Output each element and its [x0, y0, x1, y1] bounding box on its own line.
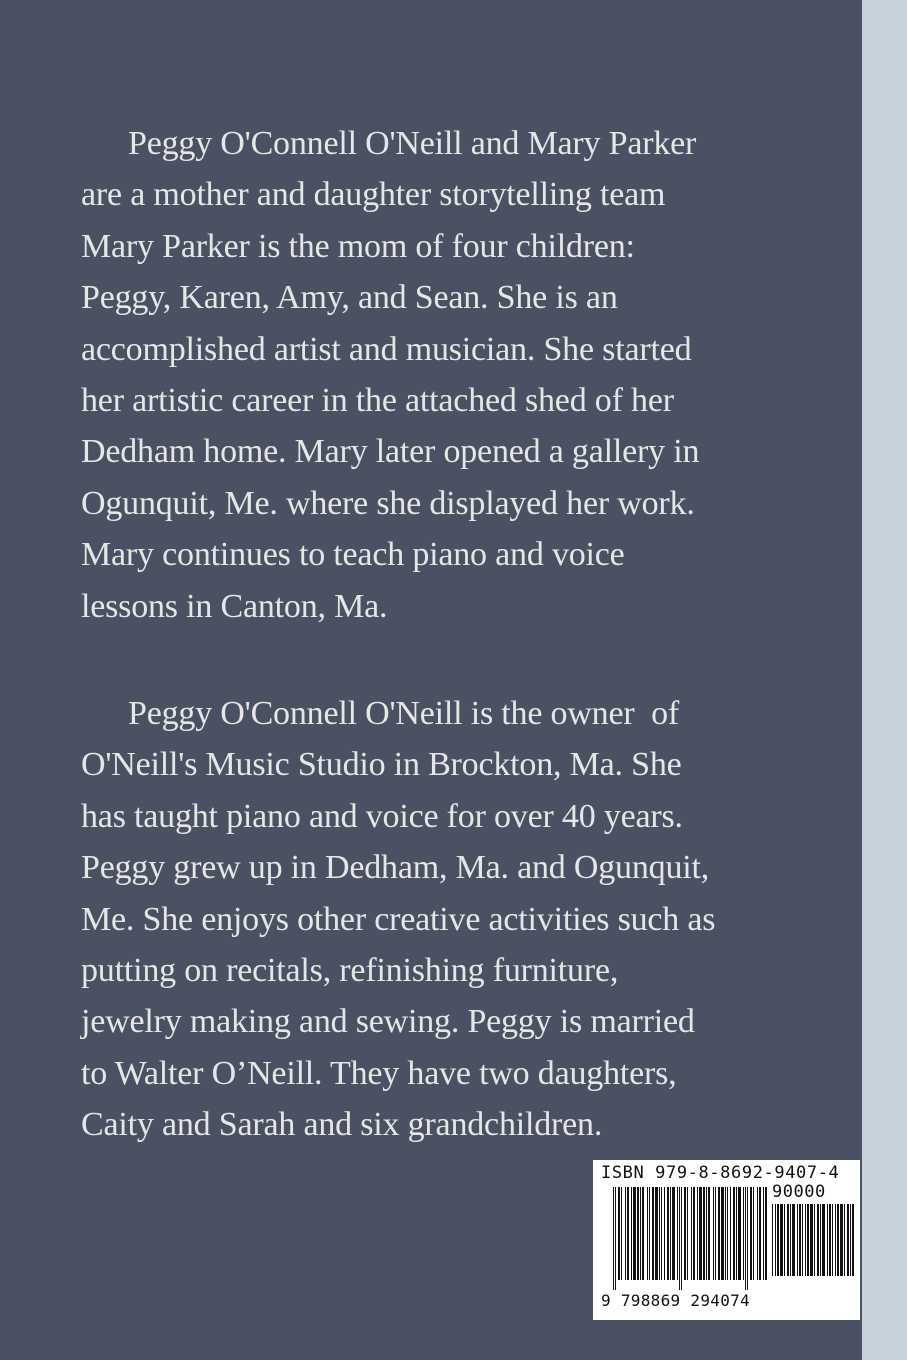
bio-line: Dedham home. Mary later opened a gallery in: [81, 433, 700, 471]
barcode-bar: [672, 1187, 675, 1280]
barcode-bar: [640, 1187, 641, 1280]
barcode-bar: [677, 1187, 678, 1280]
barcode-bar: [725, 1187, 726, 1280]
barcode-bar: [753, 1187, 754, 1280]
bio-paragraph-mary-parker: [81, 118, 801, 632]
barcode-bar: [713, 1187, 714, 1280]
barcode-bar: [703, 1187, 705, 1280]
barcode-bar: [693, 1187, 695, 1280]
barcode-bar: [642, 1187, 644, 1280]
barcode-bar: [649, 1187, 650, 1280]
barcode-bar: [840, 1204, 843, 1276]
barcode-bar: [814, 1204, 815, 1276]
barcode-bar: [621, 1187, 622, 1280]
barcode-bar: [655, 1187, 658, 1280]
barcode-bar: [718, 1187, 720, 1280]
barcode-bar: [772, 1204, 773, 1276]
barcode-bar: [708, 1187, 710, 1280]
barcode-bar: [822, 1204, 825, 1276]
isbn-barcode-block: [593, 1160, 860, 1320]
barcode-bar: [807, 1204, 809, 1276]
barcode-bar: [747, 1187, 748, 1290]
addon-digits: 90000: [772, 1182, 826, 1202]
barcode-bar: [679, 1187, 680, 1290]
barcode-bar: [664, 1187, 665, 1280]
bio-line: lessons in Canton, Ma.: [81, 587, 388, 625]
barcode-bar: [743, 1187, 744, 1280]
bio-line: Peggy O'Connell O'Neill is the owner of: [128, 695, 680, 732]
barcode-bar: [736, 1187, 737, 1280]
barcode-bar: [631, 1187, 632, 1280]
ean-digits: 9 798869 294074: [601, 1291, 750, 1310]
barcode-bar: [715, 1187, 716, 1280]
barcode-bar: [661, 1187, 662, 1280]
barcode-bar: [659, 1187, 660, 1280]
barcode-bar: [847, 1204, 849, 1276]
bio-line: her artistic career in the attached shed of her: [81, 382, 674, 420]
bio-line: Peggy O'Connell O'Neill and Mary Parker: [128, 125, 697, 162]
barcode-bar: [775, 1204, 776, 1276]
bio-paragraph-peggy-oneill: [81, 688, 801, 1151]
barcode-bar: [625, 1187, 626, 1280]
barcode-bar: [727, 1187, 728, 1280]
barcode-bar: [684, 1187, 686, 1280]
barcode-bar: [810, 1204, 813, 1276]
barcode-bar: [802, 1204, 803, 1276]
barcode-bar: [618, 1187, 620, 1280]
barcode-bar: [820, 1204, 821, 1276]
barcode-bar: [829, 1204, 831, 1276]
barcode-bar: [627, 1187, 629, 1280]
barcode-bar: [633, 1187, 636, 1280]
spine-edge: [862, 0, 907, 1360]
barcode-bar: [850, 1204, 851, 1276]
bio-line: are a mother and daughter storytelling team: [81, 176, 666, 214]
barcode-bar: [784, 1204, 785, 1276]
bio-line: jewelry making and sewing. Peggy is married: [81, 1003, 695, 1041]
barcode-bar: [699, 1187, 702, 1280]
barcode-bar: [733, 1187, 735, 1280]
barcode-bar: [835, 1204, 836, 1276]
bio-line: accomplished artist and musician. She started: [81, 330, 692, 368]
barcode-bar: [637, 1187, 639, 1280]
barcode-bar: [832, 1204, 833, 1276]
bio-line: has taught piano and voice for over 40 years.: [81, 797, 683, 835]
barcode-bar: [667, 1187, 669, 1280]
barcode-bar: [805, 1204, 806, 1276]
isbn-label: ISBN 979-8-8692-9407-4: [601, 1163, 840, 1183]
barcode-bar: [817, 1204, 819, 1276]
barcode-bar: [615, 1187, 616, 1290]
barcode-bar: [827, 1204, 828, 1276]
barcode-bar: [763, 1187, 764, 1280]
barcode-bar: [652, 1187, 654, 1280]
barcode-bar: [721, 1187, 724, 1280]
barcode-bar: [790, 1204, 791, 1276]
barcode-bar: [745, 1187, 746, 1290]
barcode-bar: [852, 1204, 854, 1276]
barcode-bar: [706, 1187, 707, 1280]
ean-barcode-bars: [613, 1187, 767, 1290]
bio-line: Mary Parker is the mom of four children:: [81, 227, 635, 265]
barcode-bar: [681, 1187, 682, 1290]
barcode-bar: [799, 1204, 801, 1276]
bio-line: putting on recitals, refinishing furniture,: [81, 952, 619, 990]
barcode-bar: [730, 1187, 731, 1280]
barcode-bar: [837, 1204, 839, 1276]
addon-barcode-bars: [772, 1204, 854, 1286]
barcode-bar: [765, 1187, 767, 1280]
barcode-bar: [780, 1204, 783, 1276]
bio-line: to Walter O’Neill. They have two daughters,: [81, 1054, 677, 1092]
bio-line: Me. She enjoys other creative activities such as: [81, 900, 716, 938]
barcode-bar: [777, 1204, 779, 1276]
bio-line: Mary continues to teach piano and voice: [81, 536, 625, 574]
barcode-bar: [697, 1187, 698, 1280]
barcode-bar: [691, 1187, 692, 1280]
barcode-bar: [797, 1204, 798, 1276]
barcode-bar: [670, 1187, 671, 1280]
bio-line: O'Neill's Music Studio in Brockton, Ma. She: [81, 746, 682, 784]
barcode-bar: [792, 1204, 795, 1276]
bio-line: Caity and Sarah and six grandchildren.: [81, 1106, 603, 1144]
barcode-bar: [738, 1187, 741, 1280]
bio-line: Peggy grew up in Dedham, Ma. and Ogunquit,: [81, 849, 710, 887]
barcode-bar: [844, 1204, 845, 1276]
barcode-bar: [750, 1187, 752, 1280]
barcode-bar: [687, 1187, 688, 1280]
bio-line: Peggy, Karen, Amy, and Sean. She is an: [81, 279, 618, 317]
barcode-bar: [613, 1187, 614, 1290]
barcode-bar: [787, 1204, 789, 1276]
barcode-bar: [757, 1187, 758, 1280]
barcode-bar: [647, 1187, 648, 1280]
bio-line: Ogunquit, Me. where she displayed her work.: [81, 484, 695, 522]
barcode-bar: [759, 1187, 761, 1280]
